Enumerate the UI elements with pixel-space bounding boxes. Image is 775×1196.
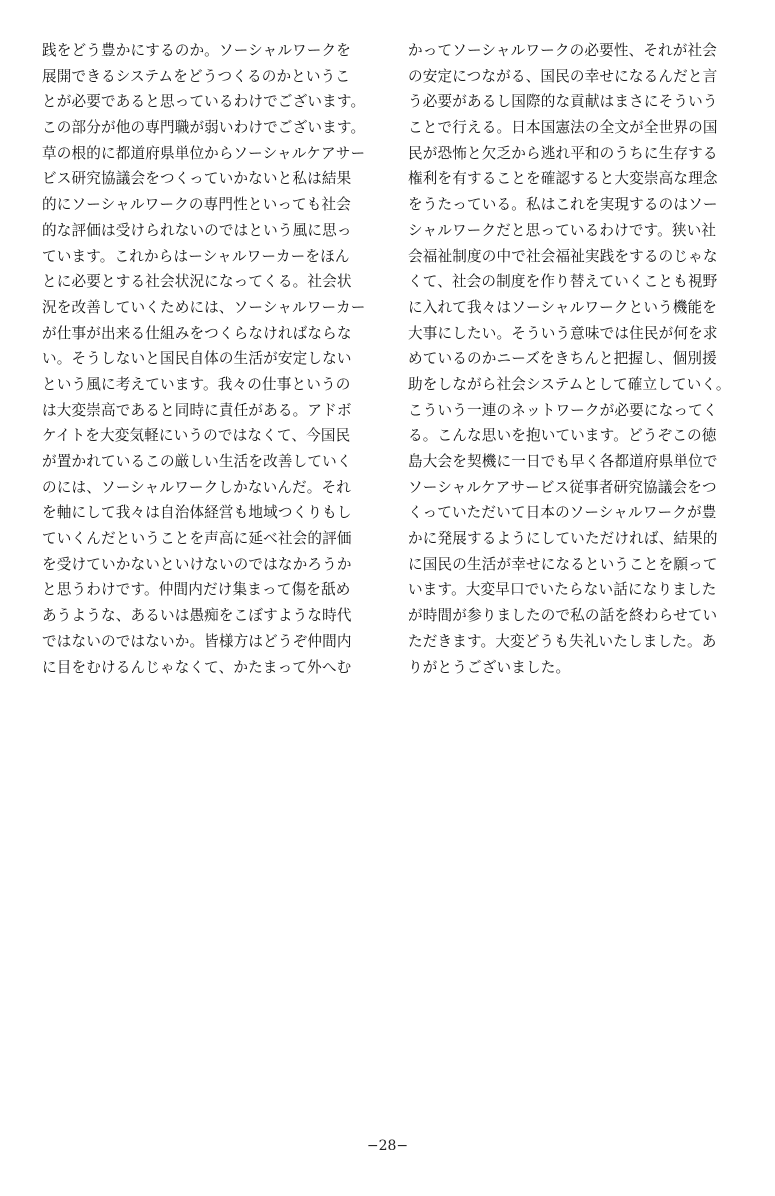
- text-line: が時間が参りましたので私の話を終わらせてい: [408, 607, 718, 625]
- text-line: に目をむけるんじゃなくて、かたまって外へむ: [42, 658, 352, 676]
- text-line: くて、社会の制度を作り替えていくことも視野: [408, 273, 718, 291]
- text-line: は大変崇高であると同時に責任がある。アドボ: [42, 401, 352, 419]
- text-line: います。大変早口でいたらない話になりました: [408, 581, 717, 599]
- text-line: う必要があるし国際的な貢献はまさにそういう: [408, 93, 718, 111]
- text-line: 島大会を契機に一日でも早く各都道府県単位で: [408, 453, 718, 470]
- text-line: という風に考えています。我々の仕事というの: [42, 375, 351, 393]
- text-line: い。そうしないと国民自体の生活が安定しない: [42, 350, 352, 368]
- text-line: めているのかニーズをきちんと把握し、個別援: [408, 350, 717, 368]
- text-line: こういう一連のネットワークが必要になってく: [408, 401, 718, 419]
- right-text-column: [408, 38, 730, 680]
- text-line: ソーシャルケアサービス従事者研究協議会をつ: [408, 478, 717, 496]
- text-line: くっていただいて日本のソーシャルワークが豊: [408, 504, 717, 522]
- text-line: に国民の生活が幸せになるということを願って: [408, 555, 718, 573]
- text-line: 的な評価は受けられないのではという風に思っ: [42, 221, 352, 239]
- text-line: が置かれているこの厳しい生活を改善していく: [42, 453, 352, 470]
- text-line: と思うわけです。仲間内だけ集まって傷を舐め: [42, 581, 351, 599]
- text-line: る。こんな思いを抱いています。どうぞこの徳: [408, 427, 717, 445]
- text-line: をうたっている。私はこれを実現するのはソー: [408, 196, 718, 214]
- page-number: −28−: [366, 1138, 409, 1154]
- text-line: あうような、あるいは愚痴をこぼすような時代: [42, 607, 352, 625]
- text-line: ていくんだということを声高に延べ社会的評価: [42, 530, 352, 548]
- text-line: ケイトを大変気軽にいうのではなくて、今国民: [42, 427, 351, 445]
- text-line: 況を改善していくためには、ソーシャルワーカー: [42, 298, 366, 316]
- text-line: が仕事が出来る仕組みをつくらなければならな: [42, 324, 352, 342]
- text-line: に入れて我々はソーシャルワークという機能を: [408, 298, 718, 316]
- left-text-column: [42, 38, 364, 680]
- text-line: りがとうございました。: [408, 658, 571, 676]
- text-line: 草の根的に都道府県単位からソーシャルケアサー: [42, 144, 366, 162]
- text-line: 的にソーシャルワークの専門性といっても社会: [42, 196, 352, 214]
- text-line: 会福祉制度の中で社会福祉実践をするのじゃな: [408, 247, 718, 265]
- text-line: 展開できるシステムをどうつくるのかというこ: [42, 67, 351, 85]
- text-line: 権利を有することを確認すると大変崇高な理念: [408, 170, 718, 188]
- text-line: の安定につながる、国民の幸せになるんだと言: [408, 67, 718, 85]
- text-line: を軸にして我々は自治体経営も地域つくりもし: [42, 504, 352, 522]
- text-line: かに発展するようにしていただければ、結果的: [408, 530, 718, 548]
- text-line: ただきます。大変どうも失礼いたしました。あ: [408, 632, 717, 650]
- text-line: のには、ソーシャルワークしかないんだ。それ: [42, 478, 352, 496]
- text-line: 大事にしたい。そういう意味では住民が何を求: [408, 324, 718, 342]
- text-line: 践をどう豊かにするのか。ソーシャルワークを: [42, 42, 352, 59]
- text-line: とが必要であると思っているわけでございます。: [42, 93, 366, 111]
- text-line: かってソーシャルワークの必要性、それが社会: [408, 42, 718, 59]
- text-line: ビス研究協議会をつくっていかないと私は結果: [42, 170, 352, 188]
- text-line: を受けていかないといけないのではなかろうか: [42, 555, 352, 573]
- text-line: シャルワークだと思っているわけです。狭い社: [408, 221, 717, 239]
- text-line: 民が恐怖と欠乏から逃れ平和のうちに生存する: [408, 144, 718, 162]
- text-line: この部分が他の専門職が弱いわけでございます。: [42, 119, 366, 137]
- text-line: 助をしながら社会システムとして確立していく。: [408, 375, 731, 393]
- text-line: ています。これからはーシャルワーカーをほん: [42, 247, 350, 265]
- text-line: ではないのではないか。皆様方はどうぞ仲間内: [42, 632, 352, 650]
- text-line: ことで行える。日本国憲法の全文が全世界の国: [408, 119, 718, 137]
- text-line: とに必要とする社会状況になってくる。社会状: [42, 273, 352, 291]
